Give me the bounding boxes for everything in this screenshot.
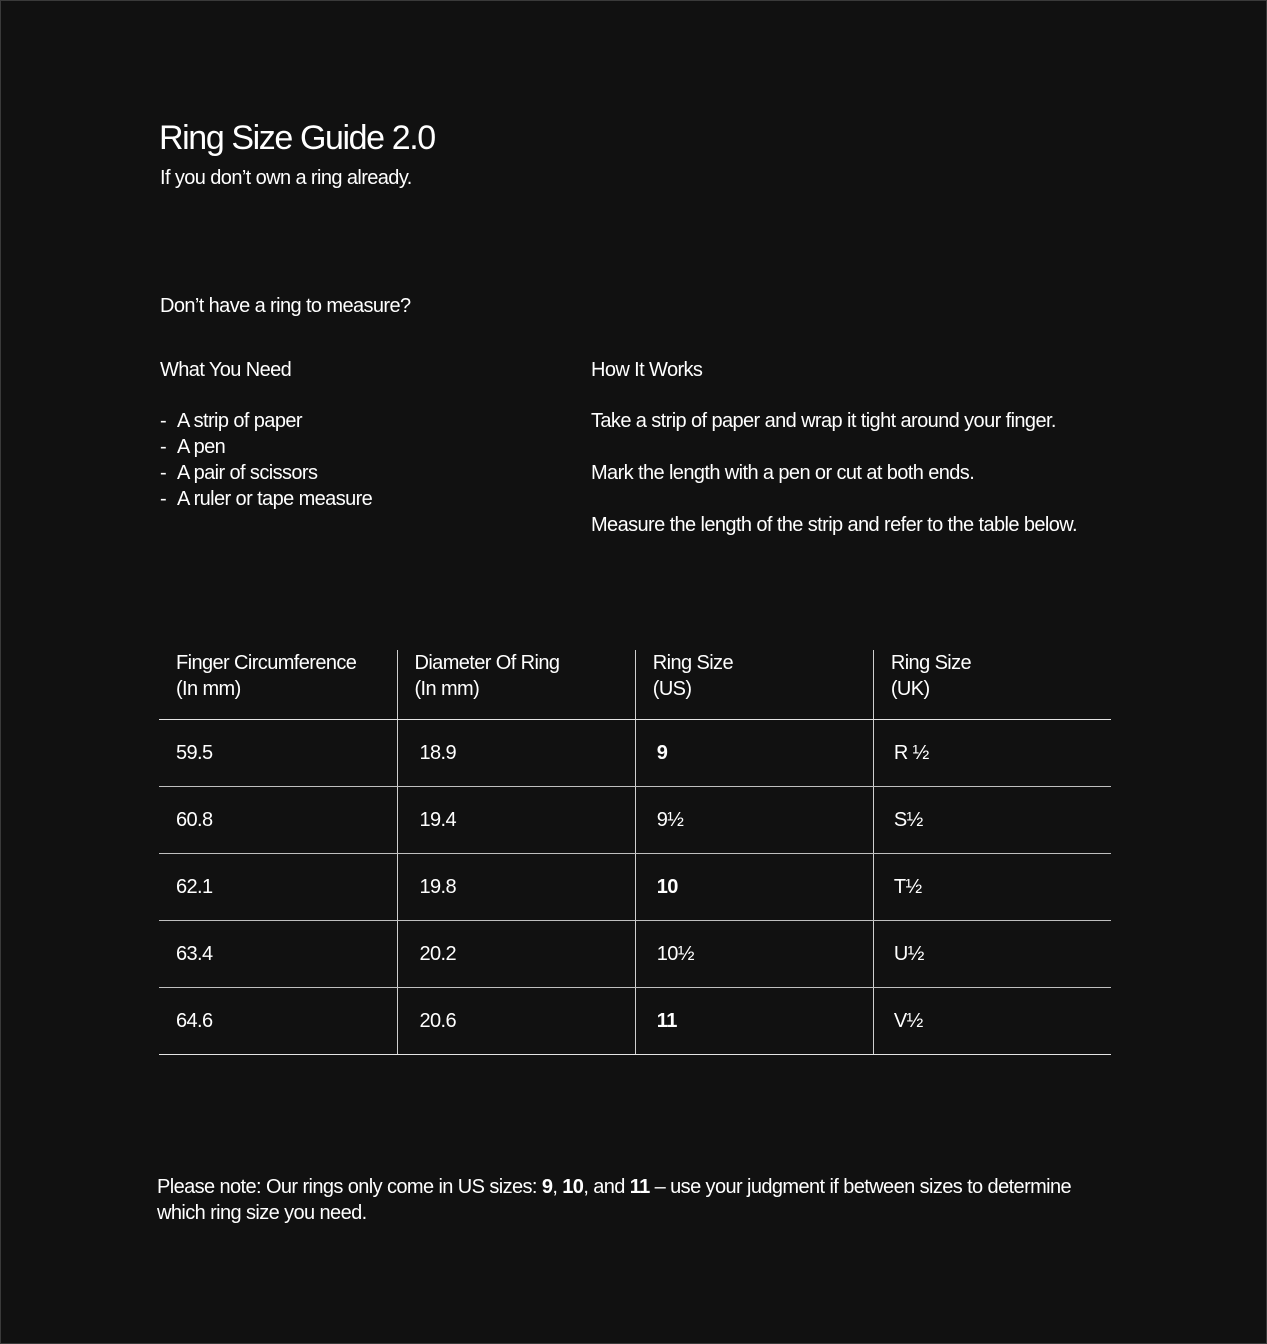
list-item-label: A pair of scissors xyxy=(177,462,318,484)
uk-size-cell: U½ xyxy=(873,921,1111,988)
dash-bullet: - xyxy=(160,462,167,484)
circumference-cell: 60.8 xyxy=(159,787,397,854)
how-it-works-section xyxy=(591,357,1151,564)
diameter-cell: 19.4 xyxy=(397,787,635,854)
list-item-label: A pen xyxy=(177,436,226,458)
circumference-cell: 63.4 xyxy=(159,921,397,988)
note-size-9: 9 xyxy=(541,1176,553,1198)
list-item xyxy=(160,408,560,434)
column-header-us-size: Ring Size (US) xyxy=(635,650,873,720)
uk-size-cell: T½ xyxy=(873,854,1111,921)
column-header-diameter: Diameter Of Ring (In mm) xyxy=(397,650,635,720)
column-header-uk-size: Ring Size (UK) xyxy=(873,650,1111,720)
dash-bullet: - xyxy=(160,410,167,432)
page-title: Ring Size Guide 2.0 xyxy=(159,119,435,157)
us-size-cell: 10 xyxy=(635,854,873,921)
diameter-cell: 19.8 xyxy=(397,854,635,921)
step-text: Mark the length with a pen or cut at both ends. xyxy=(591,462,975,484)
list-item-label: A ruler or tape measure xyxy=(177,488,373,510)
list-item-label: A strip of paper xyxy=(177,410,302,432)
us-size-cell: 9 xyxy=(635,720,873,787)
table-row xyxy=(159,854,1111,921)
page-subtitle: If you don’t own a ring already. xyxy=(160,167,412,189)
step-text: Measure the length of the strip and refer to the table below. xyxy=(591,514,1077,536)
uk-size-cell: S½ xyxy=(873,787,1111,854)
sizing-note: Please note: Our rings only come in US sizes: 9, 10, and 11 – use your judgment if between sizes to determine which ring size you need. xyxy=(157,1176,1072,1224)
intro-question: Don’t have a ring to measure? xyxy=(160,295,411,317)
table-row xyxy=(159,988,1111,1055)
step-text: Take a strip of paper and wrap it tight around your finger. xyxy=(591,410,1056,432)
table-header-row xyxy=(159,650,1111,720)
list-item xyxy=(160,460,560,486)
note-suffix: – use your judgment if between sizes to determine which ring size you need. xyxy=(157,1176,1072,1224)
table-row xyxy=(159,720,1111,787)
column-header-circumference: Finger Circumference (In mm) xyxy=(159,650,397,720)
us-size-cell: 10½ xyxy=(635,921,873,988)
what-you-need-list xyxy=(160,408,560,512)
note-prefix: Please note: Our rings only come in US sizes: xyxy=(157,1176,542,1198)
ring-size-table xyxy=(159,650,1111,1055)
us-size-cell: 9½ xyxy=(635,787,873,854)
how-it-works-steps xyxy=(591,408,1151,538)
list-item xyxy=(160,434,560,460)
table-row xyxy=(159,921,1111,988)
uk-size-cell: V½ xyxy=(873,988,1111,1055)
circumference-cell: 64.6 xyxy=(159,988,397,1055)
circumference-cell: 62.1 xyxy=(159,854,397,921)
us-size-cell: 11 xyxy=(635,988,873,1055)
dash-bullet: - xyxy=(160,488,167,510)
how-it-works-heading: How It Works xyxy=(591,359,703,381)
note-size-11: 11 xyxy=(629,1176,650,1198)
diameter-cell: 20.2 xyxy=(397,921,635,988)
table-row xyxy=(159,787,1111,854)
uk-size-cell: R ½ xyxy=(873,720,1111,787)
circumference-cell: 59.5 xyxy=(159,720,397,787)
diameter-cell: 18.9 xyxy=(397,720,635,787)
list-item xyxy=(160,486,560,512)
diameter-cell: 20.6 xyxy=(397,988,635,1055)
what-you-need-heading: What You Need xyxy=(160,359,292,381)
what-you-need-section xyxy=(160,357,560,512)
note-size-10: 10 xyxy=(562,1176,584,1198)
dash-bullet: - xyxy=(160,436,167,458)
